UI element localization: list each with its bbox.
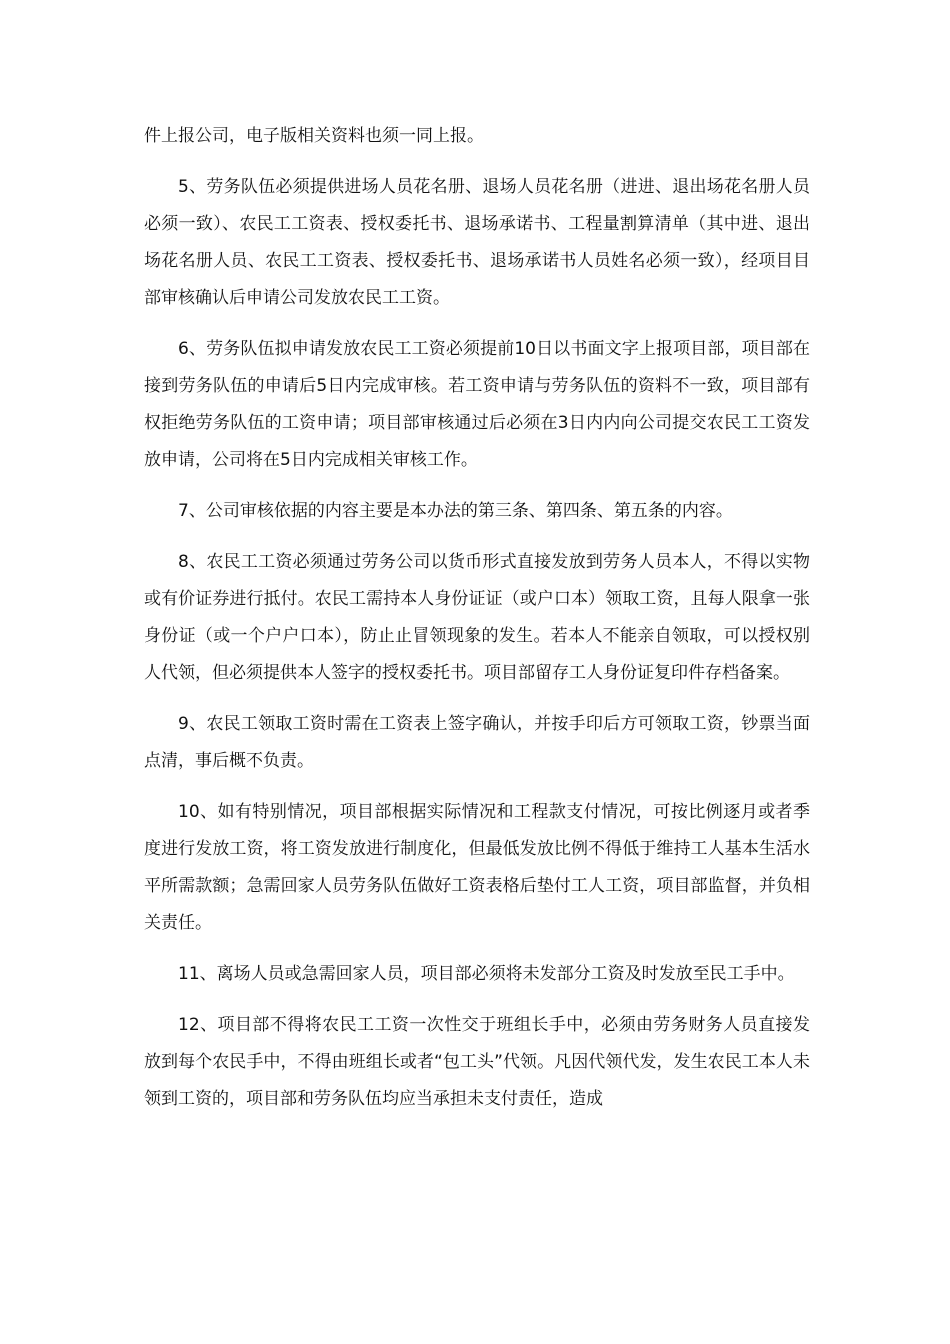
paragraph-continuation: 件上报公司，电子版相关资料也须一同上报。 [144,126,484,146]
paragraph-item-7: 7、公司审核依据的内容主要是本办法的第三条、第四条、第五条的内容。 [178,501,733,521]
paragraph-item-5: 5、劳务队伍必须提供进场人员花名册、退场人员花名册（进进、退出场花名册人员必须一致）、农民工工资表、授权委托书、退场承诺书、工程量割算清单（其中进、退出场花名册人员、农民工工资表、授权委托书、退场承诺书人员姓名必须一致），经项目目部审核确认后申请公司发放农民工工资。 [144,177,810,308]
paragraph-item-11: 11、离场人员或急需回家人员，项目部必须将未发部分工资及时发放至民工手中。 [178,964,795,984]
paragraph-item-10: 10、如有特别情况，项目部根据实际情况和工程款支付情况，可按比例逐月或者季度进行发放工资，将工资发放进行制度化，但最低发放比例不得低于维持工人基本生活水平所需款额；急需回家人员劳务队伍做好工资表格后垫付工人工资，项目部监督，并负相关责任。 [144,802,810,933]
paragraph-item-8: 8、农民工工资必须通过劳务公司以货币形式直接发放到劳务人员本人，不得以实物或有价证券进行抵付。农民工需持本人身份证证（或户口本）领取工资，且每人限拿一张身份证（或一个户户口本），防止止冒领现象的发生。若本人不能亲自领取，可以授权别人代领，但必须提供本人签字的授权委托书。项目部留存工人身份证复印件存档备案。 [144,552,810,683]
paragraph-item-12: 12、项目部不得将农民工工资一次性交于班组长手中，必须由劳务财务人员直接发放到每个农民手中，不得由班组长或者“包工头”代领。凡因代领代发，发生农民工本人未领到工资的，项目部和劳务队伍均应当承担未支付责任，造成 [144,1015,810,1109]
document-body [144,118,810,1132]
paragraph-item-6: 6、劳务队伍拟申请发放农民工工资必须提前10日以书面文字上报项目部，项目部在接到劳务队伍的申请后5日内完成审核。若工资申请与劳务队伍的资料不一致，项目部有权拒绝劳务队伍的工资申请；项目部审核通过后必须在3日内内向公司提交农民工工资发放申请，公司将在5日内完成相关审核工作。 [144,339,810,470]
paragraph-item-9: 9、农民工领取工资时需在工资表上签字确认，并按手印后方可领取工资，钞票当面点清，事后概不负责。 [144,714,810,771]
